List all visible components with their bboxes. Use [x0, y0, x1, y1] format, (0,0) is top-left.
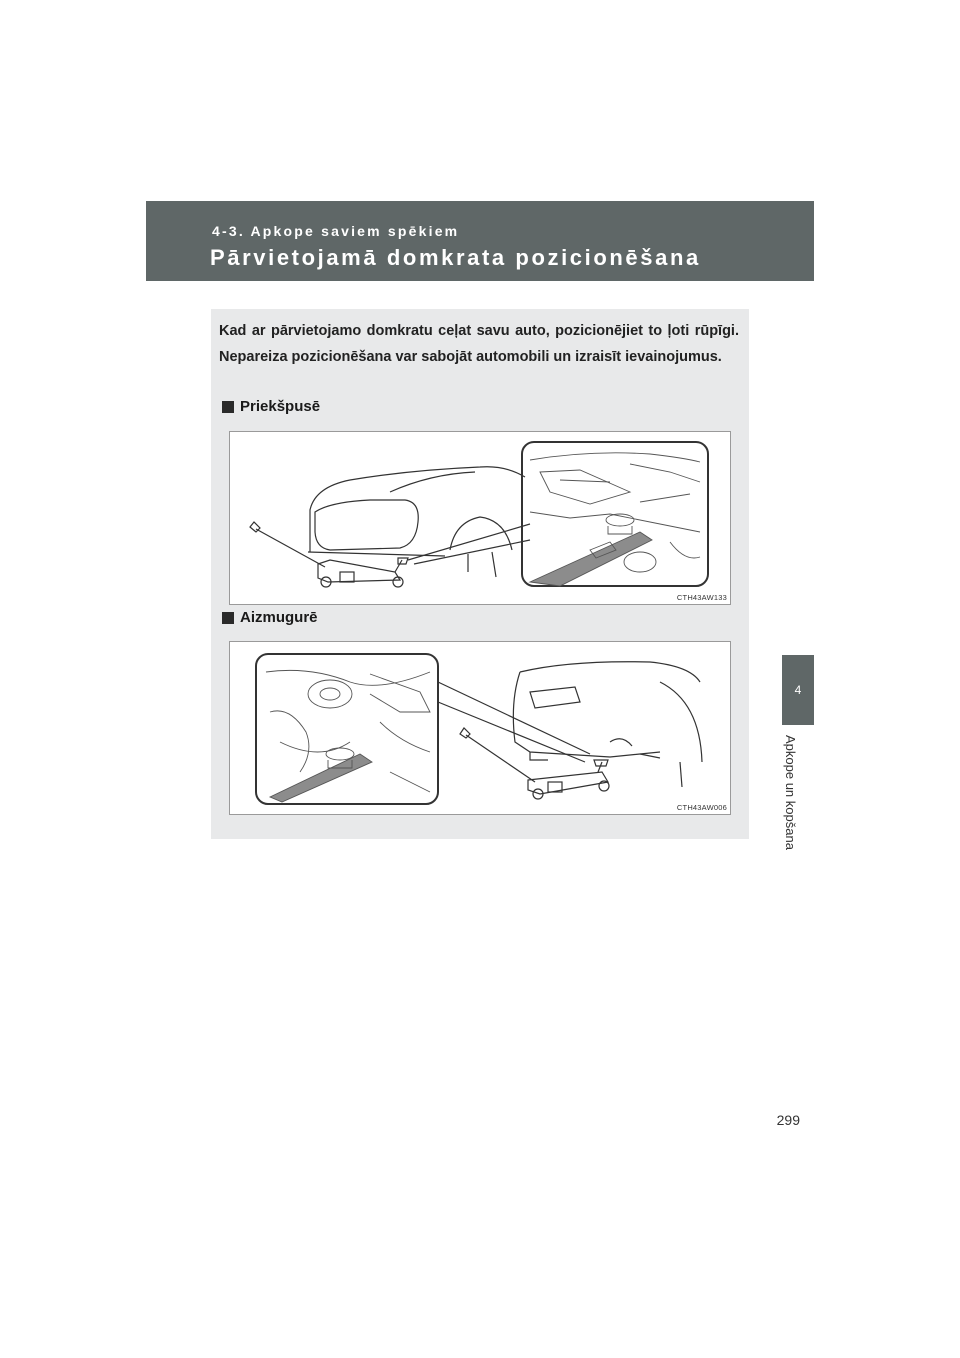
content-panel	[211, 309, 749, 839]
chapter-label: Apkope un kopšana	[783, 735, 798, 850]
front-heading-label: Priekšpusē	[240, 398, 321, 415]
figure-code: CTH43AW133	[676, 593, 727, 602]
chapter-tab[interactable]	[782, 655, 814, 725]
chapter-number: 4	[794, 683, 802, 697]
intro-text: Kad ar pārvietojamo domkratu ceļat savu auto, pozicionējiet to ļoti rūpīgi. Nepareiza pozicionēšana var sabojāt automobili un izraisīt ievainojumus.	[219, 323, 739, 365]
square-bullet-icon	[222, 612, 234, 624]
page-header	[146, 201, 814, 281]
rear-jack-drawing	[230, 642, 730, 814]
page-title: Pārvietojamā domkrata pozicionēšana	[210, 245, 701, 270]
front-jack-drawing	[230, 432, 730, 604]
front-jack-illustration	[229, 431, 731, 605]
rear-heading	[222, 609, 318, 626]
figure-code: CTH43AW006	[676, 803, 727, 812]
section-label: 4-3. Apkope saviem spēkiem	[212, 223, 460, 239]
rear-heading-label: Aizmugurē	[240, 609, 318, 626]
rear-jack-illustration	[229, 641, 731, 815]
square-bullet-icon	[222, 401, 234, 413]
page-number: 299	[776, 1112, 800, 1128]
front-heading	[222, 398, 320, 415]
